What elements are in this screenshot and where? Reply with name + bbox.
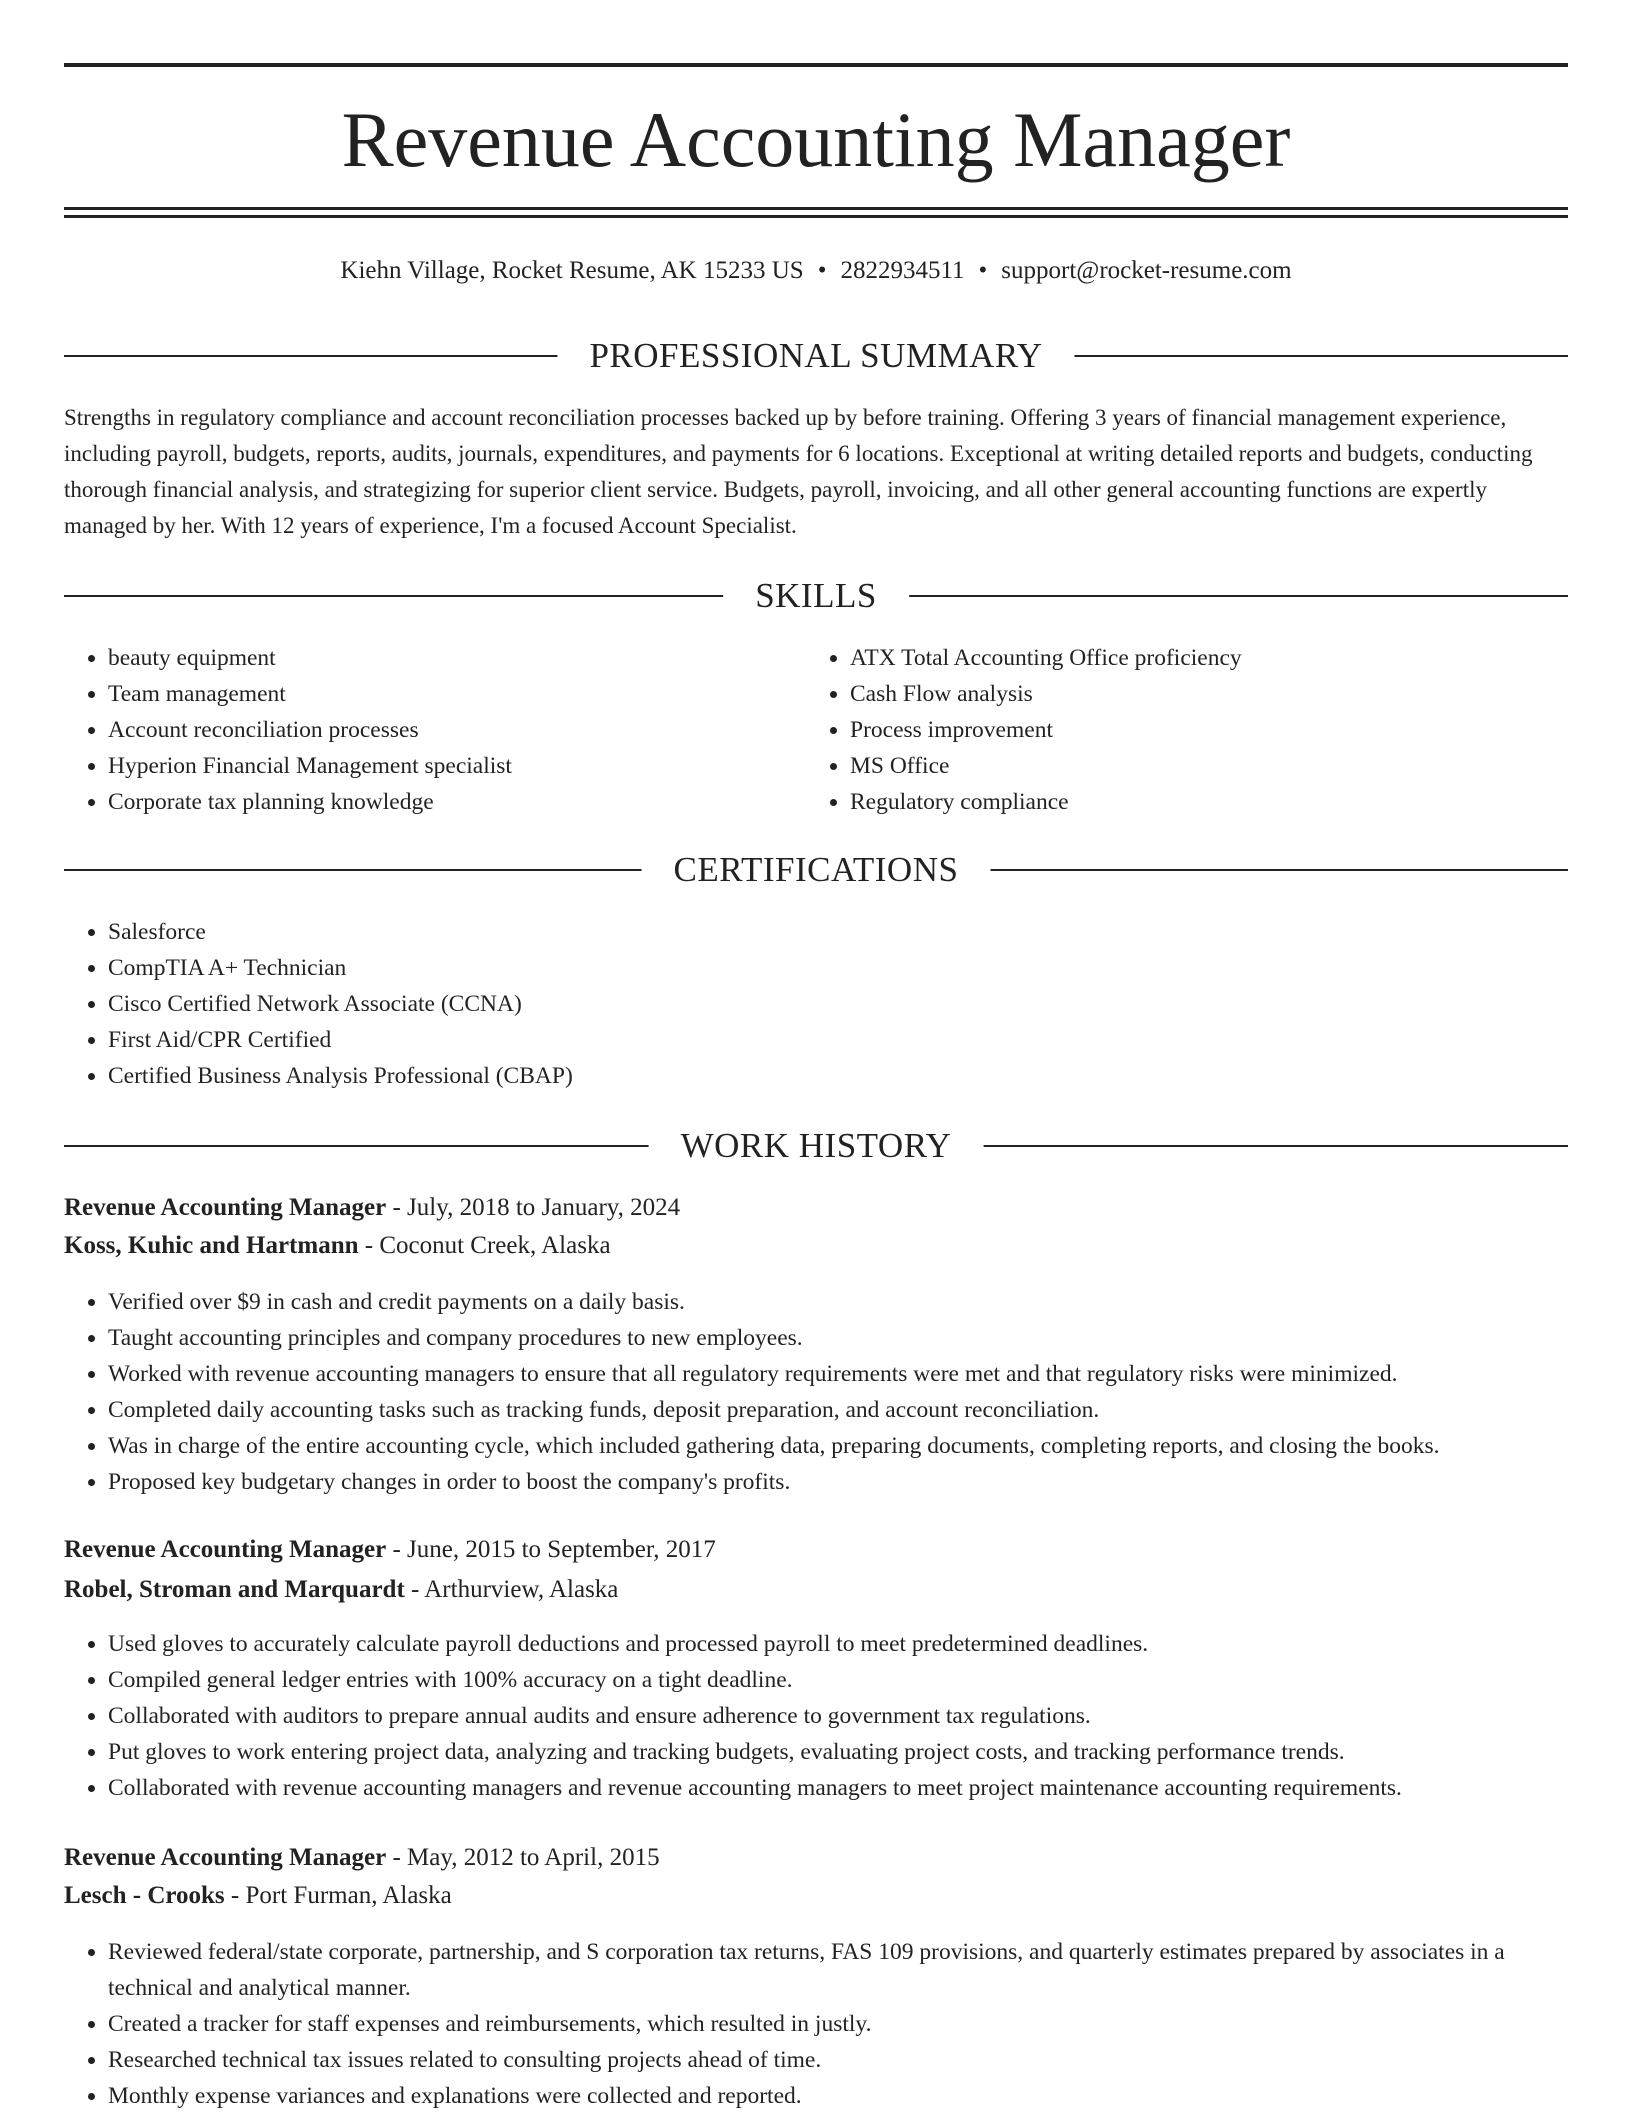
job-title-line <box>64 1532 716 1568</box>
job-bullet: • Taught accounting principles and company procedures to new employees. <box>108 1320 1568 1356</box>
job-role: Revenue Accounting Manager <box>64 1194 387 1221</box>
job-bullet: • Verified over $9 in cash and credit payments on a daily basis. <box>108 1284 1568 1320</box>
job-bullet: • Compiled general ledger entries with 100% accuracy on a tight deadline. <box>108 1662 1568 1698</box>
header-rule-1 <box>64 207 1568 210</box>
skill-item: • Account reconciliation processes <box>108 712 808 748</box>
job-role: Revenue Accounting Manager <box>64 1536 387 1563</box>
skill-item: • beauty equipment <box>108 640 808 676</box>
skill-item: • ATX Total Accounting Office proficiency <box>850 640 1610 676</box>
skill-item: • MS Office <box>850 748 1610 784</box>
contact-email: support@rocket-resume.com <box>1001 257 1292 284</box>
skills-list-left <box>64 640 808 820</box>
section-title-skills: SKILLS <box>723 574 909 618</box>
job-bullet: • Created a tracker for staff expenses and reimbursements, which resulted in justly. <box>108 2006 1568 2042</box>
job-bullet: • Completed daily accounting tasks such as tracking funds, deposit preparation, and account reconciliation. <box>108 1392 1568 1428</box>
job-bullet: • Put gloves to work entering project data, analyzing and tracking budgets, evaluating project costs, and tracking performance trends. <box>108 1734 1568 1770</box>
job-company: Lesch - Crooks <box>64 1882 225 1909</box>
job-title-line <box>64 1840 660 1876</box>
certification-item: • Salesforce <box>108 914 1568 950</box>
contact-line <box>64 254 1568 288</box>
section-title-summary: PROFESSIONAL SUMMARY <box>557 334 1074 378</box>
header-top-rule <box>64 63 1568 67</box>
job-location: - Port Furman, Alaska <box>224 1882 452 1909</box>
job-bullet: • Monthly expense variances and explanations were collected and reported. <box>108 2078 1568 2114</box>
skill-item: • Corporate tax planning knowledge <box>108 784 808 820</box>
skill-item: • Process improvement <box>850 712 1610 748</box>
section-title-certifications: CERTIFICATIONS <box>642 848 991 892</box>
job-role: Revenue Accounting Manager <box>64 1844 387 1871</box>
job-company: Koss, Kuhic and Hartmann <box>64 1232 359 1259</box>
job-dates: - July, 2018 to January, 2024 <box>386 1194 681 1221</box>
contact-separator: • <box>817 257 827 284</box>
header-rule-2 <box>64 215 1568 218</box>
job-dates: - June, 2015 to September, 2017 <box>386 1536 716 1563</box>
resume-name: Revenue Accounting Manager <box>341 96 1291 183</box>
certification-item: • First Aid/CPR Certified <box>108 1022 1568 1058</box>
contact-phone: 2822934511 <box>840 257 965 284</box>
job-bullet: • Collaborated with auditors to prepare annual audits and ensure adherence to government tax regulations. <box>108 1698 1568 1734</box>
job-company-line <box>64 1878 452 1914</box>
skill-item: • Hyperion Financial Management specialist <box>108 748 808 784</box>
certifications-list <box>64 914 1568 1094</box>
summary-text: Strengths in regulatory compliance and account reconciliation processes backed up by before training. Offering 3 years of financial management experience, including payroll, budgets, reports, audits, journals, expenditures, and payments for 6 locations. Exceptional at writing detailed reports and budgets, conducting thorough financial analysis, and strategizing for superior client service. Budgets, payroll, invoicing, and all other general accounting functions are expertly managed by her. With 12 years of experience, I'm a focused Account Specialist. <box>64 405 1533 538</box>
contact-separator: • <box>978 257 988 284</box>
job-company-line <box>64 1228 611 1264</box>
skill-item: • Cash Flow analysis <box>850 676 1610 712</box>
section-header-summary <box>64 334 1568 378</box>
job-bullets <box>64 1284 1568 1500</box>
job-bullet: • Reviewed federal/state corporate, partnership, and S corporation tax returns, FAS 109 provisions, and quarterly estimates prepared by associates in a technical and analytical manner. <box>108 1934 1568 2006</box>
certification-item: • CompTIA A+ Technician <box>108 950 1568 986</box>
section-header-work <box>64 1124 1568 1168</box>
skills-list-right <box>806 640 1610 820</box>
skill-item: • Team management <box>108 676 808 712</box>
certification-item: • Certified Business Analysis Professional (CBAP) <box>108 1058 1568 1094</box>
job-bullet: • Collaborated with revenue accounting managers and revenue accounting managers to meet project maintenance accounting requirements. <box>108 1770 1568 1806</box>
job-company-line <box>64 1572 618 1608</box>
job-title-line <box>64 1190 680 1226</box>
job-dates: - May, 2012 to April, 2015 <box>386 1844 660 1871</box>
job-company: Robel, Stroman and Marquardt <box>64 1576 405 1603</box>
section-header-certifications <box>64 848 1568 892</box>
job-bullet: • Worked with revenue accounting managers to ensure that all regulatory requirements were met and that regulatory risks were minimized. <box>108 1356 1568 1392</box>
job-bullet: • Researched technical tax issues related to consulting projects ahead of time. <box>108 2042 1568 2078</box>
section-title-work: WORK HISTORY <box>649 1124 984 1168</box>
job-bullet: • Used gloves to accurately calculate payroll deductions and processed payroll to meet predetermined deadlines. <box>108 1626 1568 1662</box>
certification-item: • Cisco Certified Network Associate (CCNA) <box>108 986 1568 1022</box>
section-header-skills <box>64 574 1568 618</box>
job-location: - Arthurview, Alaska <box>404 1576 619 1603</box>
job-bullet: • Proposed key budgetary changes in order to boost the company's profits. <box>108 1464 1568 1500</box>
contact-address: Kiehn Village, Rocket Resume, AK 15233 US <box>340 257 804 284</box>
skill-item: • Regulatory compliance <box>850 784 1610 820</box>
job-bullets <box>64 1934 1568 2114</box>
job-bullets <box>64 1626 1568 1806</box>
job-bullet: • Was in charge of the entire accounting cycle, which included gathering data, preparing documents, completing reports, and closing the books. <box>108 1428 1568 1464</box>
job-location: - Coconut Creek, Alaska <box>358 1232 611 1259</box>
